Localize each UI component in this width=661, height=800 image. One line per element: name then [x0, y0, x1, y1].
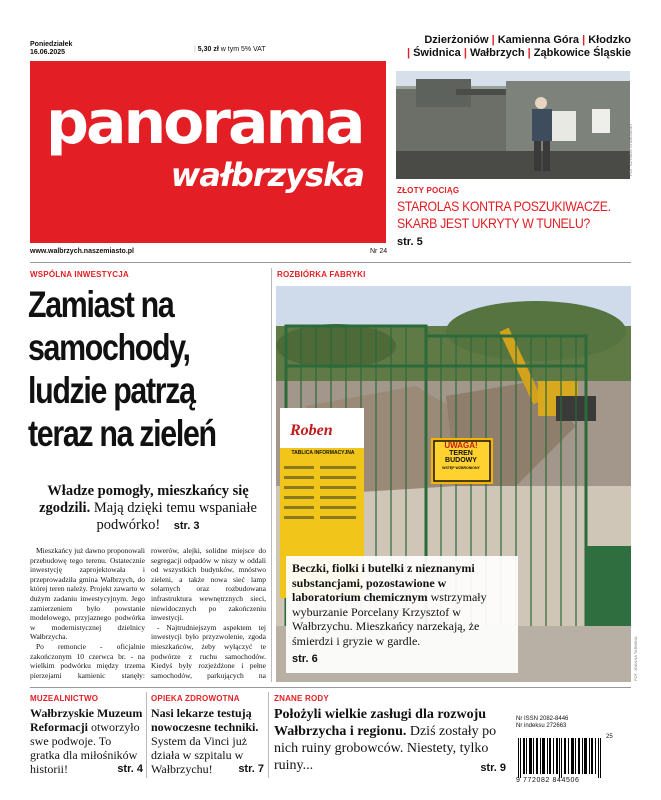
- teaser-3-page: str. 9: [480, 762, 506, 774]
- top-story-headline-2: SKARB JEST UKRYTY W TUNELU?: [397, 215, 590, 231]
- masthead-subtitle: wałbrzyska: [170, 156, 364, 194]
- teaser-2-title: Nasi lekarze testują nowoczesne techniki.: [151, 706, 259, 734]
- towns-line-2: | Świdnica | Wałbrzych | Ząbkowice Śląskie: [406, 47, 631, 59]
- bottom-teaser-3[interactable]: [274, 694, 506, 777]
- issue-date: [30, 41, 72, 57]
- barcode-image: [516, 738, 606, 780]
- main-story-deck: [30, 483, 266, 535]
- teaser-2-text: System da Vinci już działa w szpitalu w Wałbrzychu!: [151, 734, 248, 776]
- barcode-issue-code: 25: [606, 734, 613, 740]
- teaser-2-body: [151, 706, 264, 776]
- divider-bottom-2: [268, 692, 269, 778]
- teaser-1-text: otworzyło swe podwoje. To gratka dla miłośników historii!: [30, 720, 140, 776]
- masthead-title: panorama: [46, 88, 363, 158]
- top-story-page: str. 5: [397, 236, 423, 248]
- issue-day: Poniedziałek: [30, 41, 73, 48]
- sign-title: TABLICA INFORMACYJNA: [291, 450, 355, 456]
- masthead: [30, 61, 386, 243]
- teaser-3-body: [274, 706, 506, 774]
- main-headline-line-1: Zamiast na: [28, 284, 174, 325]
- teaser-1-page: str. 4: [117, 763, 143, 775]
- teaser-2-page: str. 7: [238, 763, 264, 775]
- warning-sign: [433, 442, 489, 472]
- barcode-block: [516, 716, 631, 784]
- divider-bottom-1: [146, 692, 147, 778]
- issue-number: Nr 24: [370, 248, 388, 255]
- main-col2-p2: - Najtrudniejszym aspektem tej inwestycji było przyzwolenie, zgoda mieszkańców, żeby wyłączyć te podwórze z ruchu samochodów. Kiedyś były rozjeżdżone i pełne samochodów, parkujących na: [151, 622, 266, 680]
- teaser-2-kicker: OPIEKA ZDROWOTNA: [151, 694, 240, 703]
- teaser-1-kicker: MUZEALNICTWO: [30, 694, 99, 703]
- teaser-1-title: Wałbrzyskie Muzeum Reformacji: [30, 706, 143, 734]
- warning-sign-mid: TEREN BUDOWY: [445, 450, 477, 464]
- photo-caption-bold: Beczki, fiolki i butelki z nieznanymi substancjami, pozostawione w laboratorium chemicznym: [292, 561, 475, 604]
- top-story-headline[interactable]: [397, 198, 635, 232]
- bottom-teaser-2[interactable]: [151, 694, 264, 776]
- top-story-headline-1: STAROLAS KONTRA POSZUKIWACZE.: [397, 198, 611, 214]
- main-story-page: str. 3: [173, 520, 200, 532]
- main-story-column-2: [151, 546, 266, 680]
- main-col2-p1: rowerów, alejki, solidne miejsce do segregacji odpadów w niszy w oddali od wszystkich budynków, mnóstwo zieleni, a także nowa sieć lamp solarnych oraz rozbudowana infrastruktura wewnętrznych sieci, niewidocznych po zakończeniu inwestycji.: [151, 546, 266, 623]
- masthead-url[interactable]: www.walbrzych.naszemiasto.pl: [30, 248, 134, 255]
- main-deck-bold: Władze pomogły, mieszkańcy się zgodzili.: [39, 483, 249, 516]
- teaser-3-title: Położyli wielkie zasługi dla rozwoju Wałbrzycha i regionu.: [274, 707, 487, 739]
- armored-train-image: [396, 71, 630, 179]
- bottom-teaser-1[interactable]: [30, 694, 143, 776]
- top-story-photo: [396, 71, 630, 179]
- main-col1-p2: Po remoncie - oficjalnie zakończonym 10 czerwca br. - na wielkim podwórku między trzema pierzejami kamienic stanęły:: [30, 641, 145, 680]
- warning-sign-top: UWAGA!: [444, 441, 478, 450]
- price: | 5,30 zł w tym 5% VAT: [194, 46, 266, 53]
- divider-top: [30, 262, 631, 263]
- index-number: Nr indeksu 272663: [516, 723, 567, 729]
- teaser-1-body: [30, 706, 143, 776]
- main-story-headline[interactable]: [28, 283, 268, 455]
- price-vat: w tym 5% VAT: [220, 46, 266, 53]
- issue-date-value: 16.06.2025: [30, 49, 66, 56]
- price-value: 5,30 zł: [197, 46, 219, 53]
- main-headline-line-4: teraz na zieleń: [28, 413, 216, 454]
- top-story-kicker: ZŁOTY POCIĄG: [397, 186, 460, 195]
- main-deck-rest: Mają dzięki temu wspaniałe podwórko!: [93, 500, 257, 533]
- teaser-3-text: Dziś zostały po nich ruiny grobowców. Niestety, tylko ruiny...: [274, 724, 497, 773]
- photo-story-kicker: ROZBIÓRKA FABRYKI: [277, 270, 366, 279]
- top-story-photo-credit: FOT. SZYMON STAROWSKI: [628, 124, 633, 176]
- towns-line-1: Dzierżoniów | Kamienna Góra | Kłodzko: [424, 34, 631, 46]
- teaser-3-kicker: ZNANE RODY: [274, 694, 329, 703]
- photo-story-page: str. 6: [292, 653, 318, 665]
- issn: Nr ISSN 2082-8446: [516, 716, 569, 722]
- main-col1-p1: Mieszkańcy już dawno proponowali przebudowę tego terenu. Ostatecznie inwestycję zaprojektowała i przeprowadziła gmina Wałbrzych, do której teren należy. Projekt zawarto w dużym zadaniu inwestycyjnym. Jego zamierzeniem było powstanie modelowego, przyjaznego podwórka w modernistycznej dzielnicy Wałbrzycha.: [30, 546, 145, 642]
- photo-story-caption[interactable]: [286, 556, 518, 673]
- photo-story-photo-credit: FOT. JOANNA TARMINA: [633, 636, 638, 681]
- photo-caption-rest: wstrzymały wyburzanie Porcelany Krzysztof w Wałbrzychu. Mieszkańcy narzekają, że śmierdzi i gryzie w gardle.: [292, 590, 487, 648]
- main-story-kicker: WSPÓLNA INWESTYCJA: [30, 270, 129, 279]
- towns-list: [407, 34, 631, 60]
- divider-vertical: [271, 268, 272, 682]
- sign-brand: Roben: [290, 422, 333, 439]
- barcode-number: 9 772082 844506: [516, 777, 580, 784]
- warning-sign-bottom: WSTĘP WZBRONIONY: [442, 466, 480, 470]
- divider-bottom: [30, 687, 631, 688]
- main-headline-line-2: samochody,: [28, 327, 190, 368]
- main-story-column-1: [30, 546, 145, 680]
- main-headline-line-3: ludzie patrzą: [28, 370, 195, 411]
